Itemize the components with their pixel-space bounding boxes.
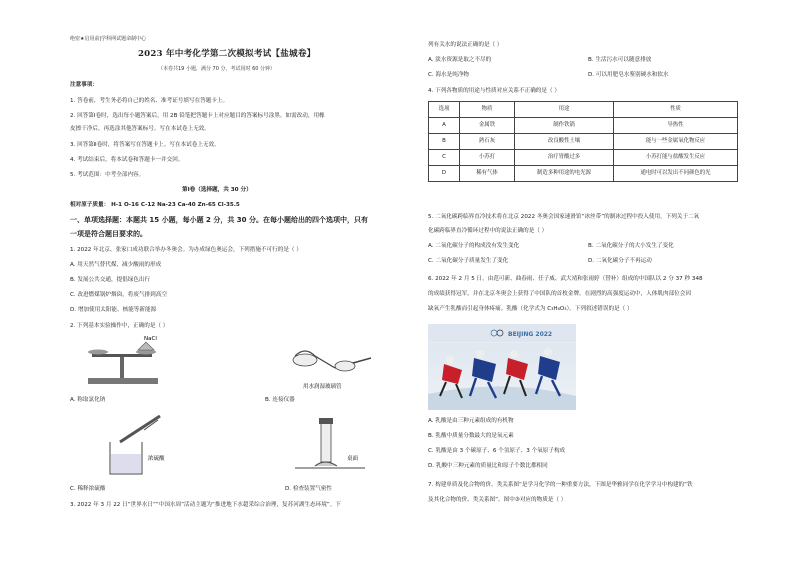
q7-line-2: 及其化合物的价、类关系图”。图中③对应的物质是（ ）	[428, 497, 567, 503]
table-cell: 治疗胃酸过多	[515, 150, 614, 166]
q2-option-d: D. 检查装置气密性	[285, 486, 333, 492]
photo-banner-text: BEIJING 2022	[508, 331, 553, 338]
note-5: 5. 考试范围：中考全部内容。	[70, 172, 145, 178]
q6-option-b: B. 乳酸中质量分数最大的是氧元素	[428, 433, 514, 439]
q3-option-d: D. 可以用肥皂水鉴别硬水和软水	[588, 72, 669, 78]
q2-option-c: C. 稀释浓硫酸	[70, 486, 106, 492]
q1-stem: 1. 2022 年北京、张家口成功联合举办冬奥会。为办成绿色奥运会，下列措施不可行的是（ ）	[70, 247, 302, 253]
acid-label: 浓硫酸	[148, 456, 165, 462]
q5-option-d: D. 二氧化碳分子不再运动	[588, 258, 652, 264]
q6-option-d: D. 乳酸中三种元素的质量比和原子个数比都相同	[428, 463, 548, 469]
table-label: 桌面	[347, 456, 359, 462]
table-cell: 制作铁锅	[515, 118, 614, 134]
table-cell: 通电时可以发出不同颜色的光	[614, 166, 738, 182]
q3-stem-cont: 列有关水的说法正确的是（ ）	[428, 42, 503, 48]
q5-option-b: B. 二氧化碳分子的大小发生了变化	[588, 243, 674, 249]
q3-option-a: A. 淡水资源是取之不尽的	[428, 57, 492, 63]
q4-table	[428, 101, 738, 182]
section1-heading: 一、单项选择题：本题共 15 小题，每小题 2 分，共 30 分。在每小题给出的四个选项中，只有	[70, 216, 368, 224]
q3-stem: 3. 2022 年 3 月 22 日“世界水日”“中国水周”活动主题为“推进地下水超采综合治理，复苏河湖生态环境”。下	[70, 502, 341, 508]
exam-subtitle: （本卷共19 小题，满分 70 分，考试用时 60 分钟）	[158, 66, 276, 72]
q4-stem: 4. 下列各物质的用途与性质对应关系不正确的是（ ）	[428, 88, 560, 94]
table-cell: 制造多种用途的电光源	[515, 166, 614, 182]
note-2-cont: 皮擦干净后，再选涂其他答案标号。写在本试卷上无效。	[70, 126, 210, 132]
table-cell: A	[429, 118, 460, 134]
table-cell: 小苏打能与盐酸发生反应	[614, 150, 738, 166]
connect-figure	[265, 336, 385, 392]
q2-stem: 2. 下列基本实验操作中，正确的是（ ）	[70, 323, 169, 329]
header-note: 绝密★启用前|学科网试题命制中心	[70, 36, 147, 42]
table-cell: C	[429, 150, 460, 166]
skater-blue-2	[536, 348, 560, 396]
q4-header-substance: 物质	[460, 102, 515, 118]
q1-option-d: D. 增加使用太阳能、核能等新能源	[70, 307, 157, 313]
q6-option-a: A. 乳酸是由三种元素组成的有机物	[428, 418, 514, 424]
q4-header-use: 用途	[515, 102, 614, 118]
table-cell: 小苏打	[460, 150, 515, 166]
table-cell: 金属铁	[460, 118, 515, 134]
q3-option-c: C. 海水是纯净物	[428, 72, 470, 78]
note-1: 1. 答卷前，考生务必将自己的姓名、准考证号填写在答题卡上。	[70, 98, 229, 104]
table-cell: 导热性	[614, 118, 738, 134]
exam-title: 2023 年中考化学第二次模拟考试【盐城卷】	[138, 49, 316, 59]
note-4: 4. 考试结束后，将本试卷和答题卡一并交回。	[70, 157, 184, 163]
part1-heading: 第Ⅰ卷（选择题，共 30 分）	[182, 187, 252, 193]
table-row	[429, 118, 738, 134]
table-row	[429, 166, 738, 182]
q5-stem-cont: 化碳跨临界直冷循环过程中的说法正确的是（ ）	[428, 228, 548, 234]
notes-heading: 注意事项：	[70, 82, 98, 88]
q2-option-b: B. 连接仪器	[265, 397, 295, 403]
table-cell: 能与一些金属氧化物反应	[614, 134, 738, 150]
table-cell: 稀有气体	[460, 166, 515, 182]
atomic-masses: 相对原子质量： H-1 O-16 C-12 Na-23 Ca-40 Zn-65 Cl-35.5	[70, 202, 240, 208]
exam-page	[60, 36, 736, 526]
note-3: 3. 回答第Ⅱ卷时，将答案写在答题卡上。写在本试卷上无效。	[70, 142, 220, 148]
q6-line-1: 6. 2022 年 2 月 5 日，由范可新、曲春雨、任子威、武大靖和张雨婷（替补）组成的中国队以 2 分 37 秒 348	[428, 276, 703, 282]
q5-option-a: A. 二氧化碳分子的构成没有发生变化	[428, 243, 520, 249]
note-2: 2. 回答第Ⅰ卷时，选出每小题答案后，用 2B 铅笔把答题卡上对应题目的答案标号涂黑。如需改动，用橡	[70, 113, 325, 119]
q2-option-a: A. 称取氯化钠	[70, 397, 106, 403]
q1-option-c: C. 改进燃煤锅炉烟囱，将废气排到高空	[70, 292, 167, 298]
q4-header-property: 性质	[614, 102, 738, 118]
table-cell: D	[429, 166, 460, 182]
q5-option-c: C. 二氧化碳分子质量发生了变化	[428, 258, 509, 264]
airtight-figure	[285, 412, 385, 480]
nacl-label: NaCl	[144, 336, 157, 342]
q6-line-3: 缺氧产生乳酸而引起身体疼痛。乳酸（化学式为 C₃H₆O₃）。下列叙述错误的是（ ）	[428, 306, 633, 312]
q5-stem: 5. 二氧化碳跨临界直冷技术将在北京 2022 冬奥会国家速滑馆“冰丝带”的制冰过程中投入使用，下列关于二氧	[428, 214, 700, 220]
q6-line-2: 的成绩获得冠军，并在北京冬奥会上获得了中国队的首枚金牌。在剧烈的高强度运动中，人体肌肉部位会因	[428, 291, 691, 297]
dilute-acid-figure	[80, 412, 190, 480]
wet-tube-label: 用水润湿玻璃管	[303, 384, 342, 390]
table-row	[429, 150, 738, 166]
speed-skating-photo	[428, 324, 576, 410]
table-row	[429, 134, 738, 150]
q7-line-1: 7. 构建单质及化合物的价、类关系图“是学习化学的一种重要方法，下图是华雅同学在化学学习中构建的“铁	[428, 482, 693, 488]
q6-option-c: C. 乳酸是由 3 个碳原子、6 个氢原子、3 个氧原子构成	[428, 448, 566, 454]
q3-option-b: B. 生活污水可以随意排放	[588, 57, 652, 63]
table-cell: B	[429, 134, 460, 150]
q4-table-header	[429, 102, 738, 118]
section1-heading-cont: 一项是符合题目要求的。	[70, 230, 147, 238]
skaters-illustration	[428, 324, 576, 410]
q4-header-option: 选项	[429, 102, 460, 118]
table-cell: 熟石灰	[460, 134, 515, 150]
table-cell: 改良酸性土壤	[515, 134, 614, 150]
q1-option-a: A. 用天然气替代煤，减少酸雨的形成	[70, 262, 162, 268]
balance-figure	[80, 336, 170, 392]
q1-option-b: B. 发展公共交通，提倡绿色出行	[70, 277, 151, 283]
